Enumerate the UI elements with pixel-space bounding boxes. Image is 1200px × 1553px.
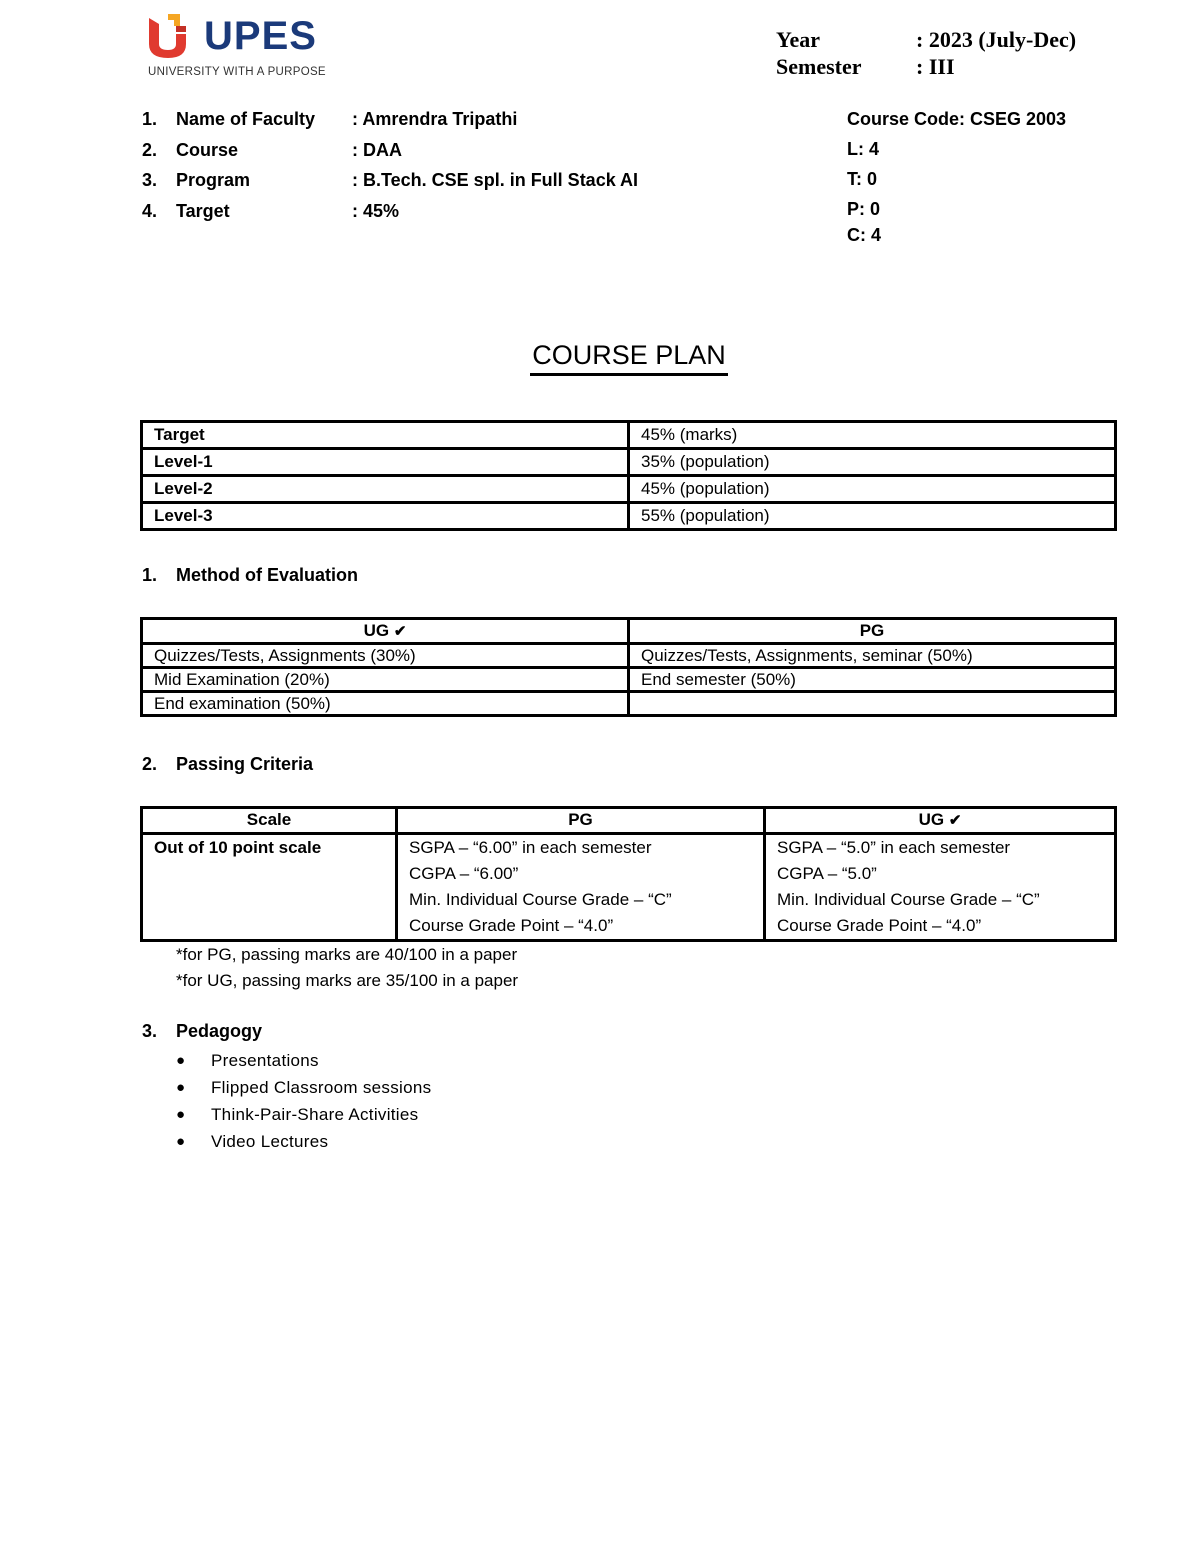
page-title (0, 340, 1200, 376)
upes-logo (146, 10, 346, 82)
criteria-line: Min. Individual Course Grade – “C” (777, 890, 1040, 909)
table-cell: Mid Examination (20%) (142, 668, 629, 692)
criteria-line: Course Grade Point – “4.0” (777, 916, 982, 935)
section-label: Method of Evaluation (176, 565, 358, 585)
table-row (142, 834, 1116, 941)
year-value: : 2023 (July-Dec) (916, 27, 1077, 52)
column-header-scale: Scale (142, 808, 397, 834)
info-value: : Amrendra Tripathi (352, 109, 518, 129)
semester-value: : III (916, 54, 955, 79)
criteria-line: Min. Individual Course Grade – “C” (409, 890, 672, 909)
list-item-text: Flipped Classroom sessions (211, 1078, 432, 1097)
criteria-line: CGPA – “5.0” (777, 864, 877, 883)
table-cell: End semester (50%) (629, 668, 1116, 692)
criteria-line: Course Grade Point – “4.0” (409, 916, 614, 935)
column-header-ug (142, 619, 629, 644)
table-header-row (142, 808, 1116, 834)
table-row (142, 668, 1116, 692)
target-key: Target (142, 422, 629, 449)
target-value: 45% (population) (629, 476, 1116, 503)
info-value: : B.Tech. CSE spl. in Full Stack AI (352, 170, 639, 190)
header-text: UG (918, 810, 945, 829)
table-row (142, 644, 1116, 668)
lecture-hours: L: 4 (847, 139, 880, 159)
credits: C: 4 (847, 225, 882, 245)
column-header-pg: PG (397, 808, 765, 834)
page-title-text: COURSE PLAN (530, 340, 728, 376)
evaluation-table (140, 617, 1117, 717)
criteria-line: CGPA – “6.00” (409, 864, 519, 883)
bullet-icon: ● (176, 1133, 186, 1150)
target-value: 35% (population) (629, 449, 1116, 476)
year-label: Year (776, 27, 820, 52)
ug-criteria-cell (765, 834, 1116, 941)
tutorial-hours: T: 0 (847, 169, 878, 189)
section-label: Pedagogy (176, 1021, 263, 1041)
target-key: Level-2 (142, 476, 629, 503)
section-number: 3. (142, 1021, 158, 1041)
table-row (142, 422, 1116, 449)
criteria-line: SGPA – “5.0” in each semester (777, 838, 1011, 857)
logo-tagline: UNIVERSITY WITH A PURPOSE (148, 66, 326, 78)
target-key: Level-3 (142, 503, 629, 530)
target-value: 45% (marks) (629, 422, 1116, 449)
info-label: Name of Faculty (176, 109, 316, 129)
passing-notes (176, 942, 518, 994)
course-code: Course Code: CSEG 2003 (847, 109, 1067, 129)
column-header-pg: PG (629, 619, 1116, 644)
bullet-icon: ● (176, 1079, 186, 1096)
list-item-text: Presentations (211, 1051, 319, 1070)
scale-cell: Out of 10 point scale (142, 834, 397, 941)
semester-label: Semester (776, 54, 862, 79)
note-ug: *for UG, passing marks are 35/100 in a paper (176, 971, 519, 990)
section-number: 2. (142, 754, 158, 774)
info-number: 3. (142, 170, 158, 190)
bullet-icon: ● (176, 1052, 186, 1069)
table-cell: End examination (50%) (142, 692, 629, 716)
list-item-text: Think-Pair-Share Activities (211, 1105, 419, 1124)
target-table (140, 420, 1117, 531)
note-pg: *for PG, passing marks are 40/100 in a paper (176, 945, 518, 964)
info-number: 1. (142, 109, 158, 129)
table-cell (629, 692, 1116, 716)
info-label: Target (176, 200, 230, 221)
table-row (142, 476, 1116, 503)
target-key: Level-1 (142, 449, 629, 476)
checkmark-icon: ✔ (393, 623, 407, 640)
info-label: Program (176, 170, 251, 190)
column-header-ug (765, 808, 1116, 834)
info-number: 4. (142, 200, 158, 221)
table-row (142, 503, 1116, 530)
criteria-line: SGPA – “6.00” in each semester (409, 838, 652, 857)
practical-hours: P: 0 (847, 199, 881, 219)
section-number: 1. (142, 565, 158, 585)
section-label: Passing Criteria (176, 754, 314, 774)
table-row (142, 692, 1116, 716)
table-header-row (142, 619, 1116, 644)
table-row (142, 449, 1116, 476)
target-value: 55% (population) (629, 503, 1116, 530)
info-label: Course (176, 139, 239, 160)
info-number: 2. (142, 139, 158, 160)
upes-emblem-icon (146, 12, 196, 62)
header-text: UG (363, 621, 390, 640)
info-value: : DAA (352, 139, 402, 160)
info-value: : 45% (352, 200, 400, 221)
logo-wordmark: UPES (204, 14, 317, 58)
course-code-block (847, 106, 1066, 252)
table-cell: Quizzes/Tests, Assignments, seminar (50%) (629, 644, 1116, 668)
pg-criteria-cell (397, 834, 765, 941)
bullet-icon: ● (176, 1106, 186, 1123)
passing-criteria-table (140, 806, 1117, 942)
list-item-text: Video Lectures (211, 1132, 329, 1151)
table-cell: Quizzes/Tests, Assignments (30%) (142, 644, 629, 668)
checkmark-icon: ✔ (948, 812, 962, 829)
